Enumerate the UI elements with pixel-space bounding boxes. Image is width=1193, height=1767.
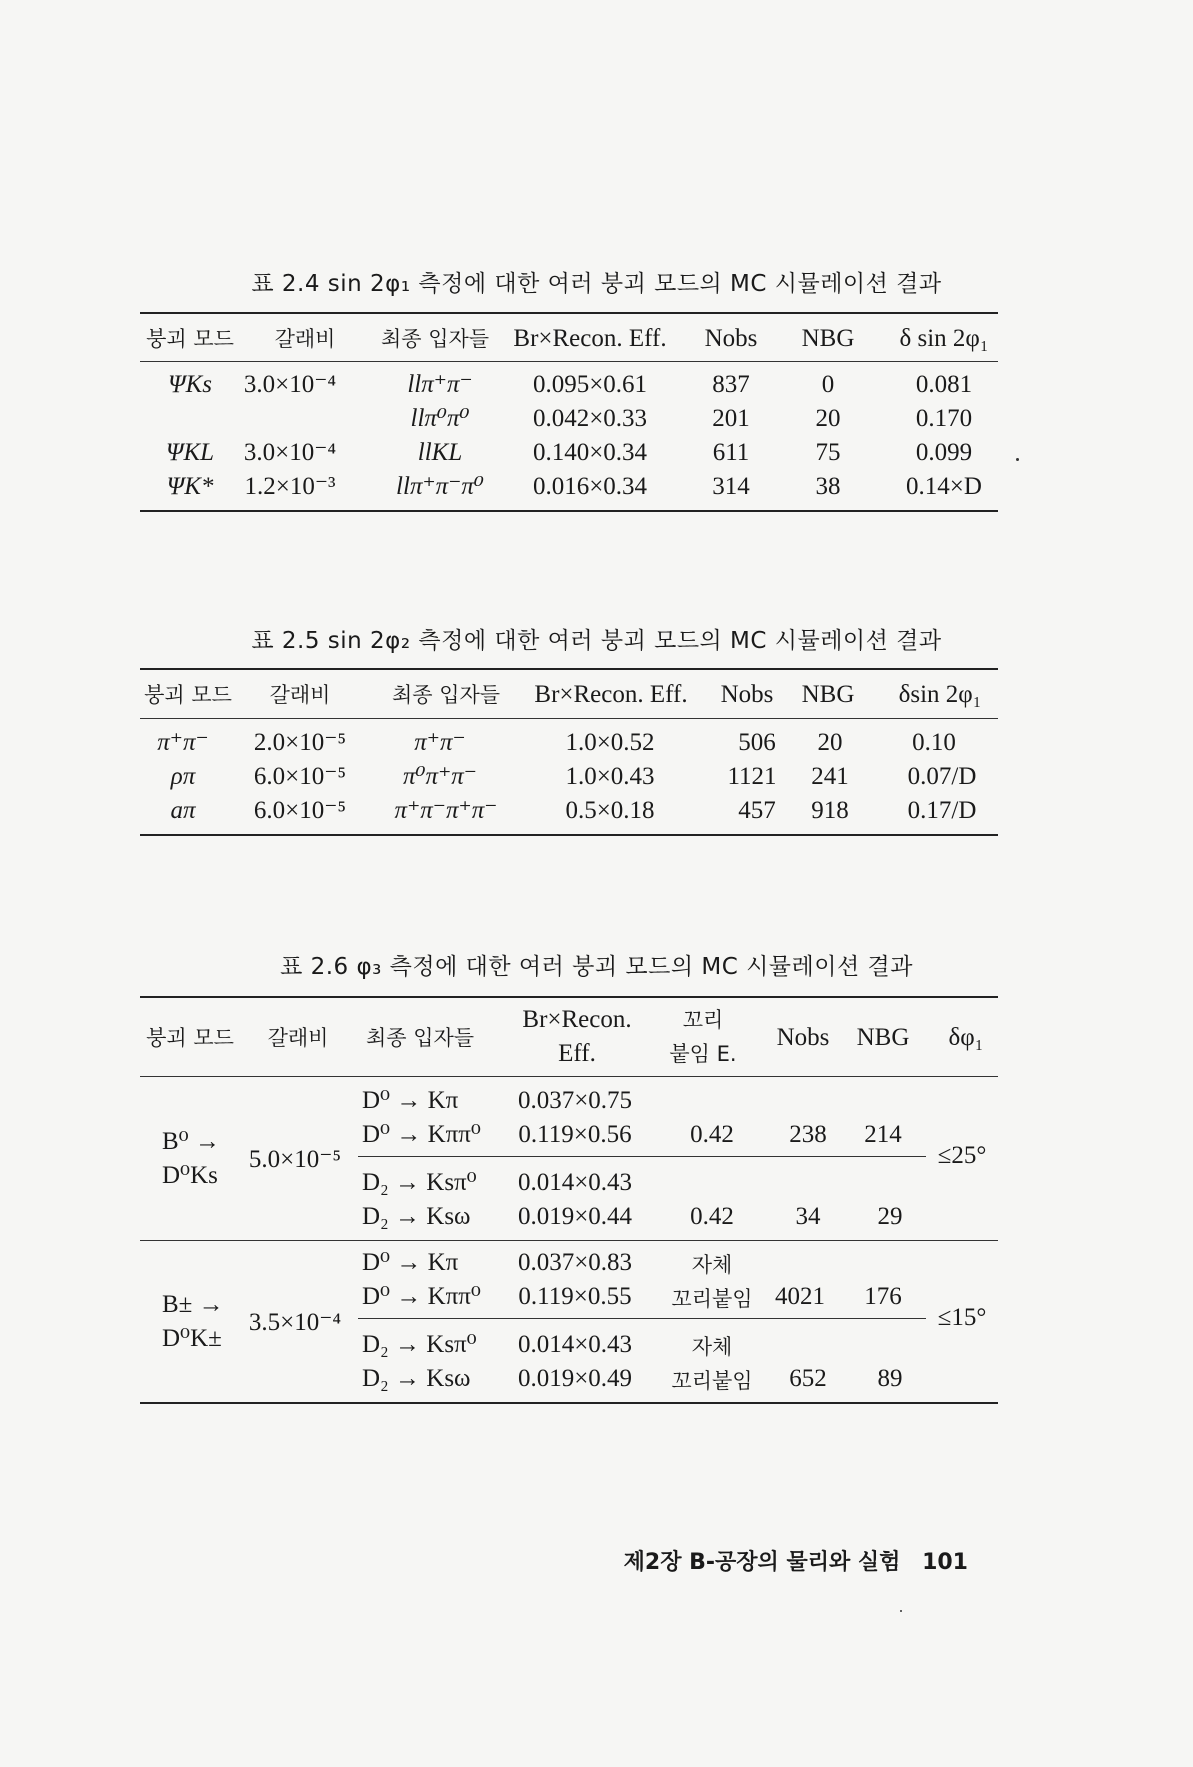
- t25-r1-mode: π⁺π⁻: [157, 729, 209, 756]
- header-br-eff: Br×Recon. Eff.: [513, 325, 667, 352]
- t24-r4-nobs: 314: [712, 473, 750, 500]
- t26-g2-r4-nobs: 652: [789, 1365, 827, 1392]
- t26-header-nobs: Nobs: [776, 1024, 830, 1051]
- t26-g1-mode-line1: B⁰ →: [162, 1128, 220, 1155]
- t26-g2-r2-eff: 0.119×0.55: [518, 1283, 632, 1310]
- t26-header-decay-mode: 붕괴 모드: [146, 1026, 234, 1050]
- t24-r4-mode: ΨK*: [166, 473, 214, 500]
- table-2-4-header-rule: [140, 361, 998, 362]
- t25-header-delta-sin: δsin 2φ₁: [898, 681, 982, 708]
- t24-r1-mode: ΨKs: [168, 371, 212, 398]
- t24-r3-mode: ΨKL: [165, 439, 215, 466]
- table-2-5-top-rule: [140, 668, 998, 670]
- t26-header-eff: Eff.: [558, 1040, 596, 1067]
- t26-g2-divider: [358, 1318, 926, 1319]
- header-branching-ratio: 갈래비: [274, 327, 336, 351]
- t24-r1-nobs: 837: [712, 371, 750, 398]
- t25-r3-eff: 0.5×0.18: [565, 797, 655, 824]
- t25-r2-mode: ρπ: [170, 763, 196, 790]
- t26-g1-r4-eff: 0.019×0.44: [517, 1203, 633, 1230]
- t25-r3-mode: aπ: [170, 797, 196, 824]
- t25-r2-br: 6.0×10⁻⁵: [253, 763, 347, 790]
- t24-r3-nbg: 75: [815, 439, 841, 466]
- t25-r2-nbg: 241: [811, 763, 849, 790]
- table-2-6-header-rule: [140, 1076, 998, 1077]
- header-nbg: NBG: [801, 325, 855, 352]
- header-final-particles: 최종 입자들: [380, 327, 490, 351]
- t26-g2-r4-final: D₂ → Ksω: [362, 1365, 471, 1392]
- t24-r4-dsin: 0.14×D: [906, 473, 982, 500]
- t26-g2-br: 3.5×10⁻⁴: [248, 1309, 342, 1336]
- t25-r3-br: 6.0×10⁻⁵: [253, 797, 347, 824]
- table-2-5-header-rule: [140, 718, 998, 719]
- t26-header-br-recon: Br×Recon.: [522, 1006, 632, 1033]
- t26-g1-r4-nbg: 29: [877, 1203, 903, 1230]
- t26-g1-r2-tail: 0.42: [690, 1121, 734, 1148]
- t24-r3-final: llKL: [417, 439, 463, 466]
- t25-r2-eff: 1.0×0.43: [565, 763, 655, 790]
- t24-r3-br: 3.0×10⁻⁴: [243, 439, 337, 466]
- t26-g2-r2-nobs: 4021: [775, 1283, 825, 1310]
- t24-r2-dsin: 0.170: [915, 405, 973, 432]
- t26-g2-r4-nbg: 89: [877, 1365, 903, 1392]
- t26-g1-r3-eff: 0.014×0.43: [517, 1169, 633, 1196]
- t26-g1-dphi: ≤25°: [937, 1142, 987, 1169]
- t26-header-tail-e: 붙임 E.: [669, 1042, 737, 1066]
- t26-g1-r4-nobs: 34: [795, 1203, 821, 1230]
- t26-g1-r4-tail: 0.42: [690, 1203, 734, 1230]
- t26-g2-r3-final: D₂ → Ksπ⁰: [362, 1331, 477, 1358]
- t24-r2-eff: 0.042×0.33: [532, 405, 648, 432]
- header-delta-sin: δ sin 2φ₁: [899, 325, 989, 352]
- t25-r2-dsin: 0.07/D: [907, 763, 977, 790]
- t24-r2-final: llπ⁰π⁰: [410, 405, 470, 432]
- t25-r3-final: π⁺π⁻π⁺π⁻: [394, 797, 498, 824]
- stray-mark-2: [900, 1610, 902, 1612]
- t26-g2-r1-tail: 자체: [691, 1253, 733, 1277]
- t25-header-decay-mode: 붕괴 모드: [144, 683, 232, 707]
- t26-g2-r1-eff: 0.037×0.83: [517, 1249, 633, 1276]
- t25-r3-nobs: 457: [738, 797, 776, 824]
- t26-group-separator: [140, 1240, 998, 1241]
- t26-g1-br: 5.0×10⁻⁵: [248, 1146, 342, 1173]
- t25-header-nbg: NBG: [801, 681, 855, 708]
- t25-r1-eff: 1.0×0.52: [565, 729, 655, 756]
- table-2-6-bottom-rule: [140, 1402, 998, 1404]
- t26-header-delta-phi: δφ₁: [948, 1024, 984, 1051]
- t24-r1-nbg: 0: [821, 371, 835, 398]
- t24-r3-dsin: 0.099: [915, 439, 973, 466]
- t25-header-br-eff: Br×Recon. Eff.: [534, 681, 688, 708]
- t26-g2-r3-eff: 0.014×0.43: [517, 1331, 633, 1358]
- table-2-5-bottom-rule: [140, 834, 998, 836]
- t24-r1-eff: 0.095×0.61: [532, 371, 648, 398]
- t25-r1-nobs: 506: [738, 729, 776, 756]
- t24-r3-eff: 0.140×0.34: [532, 439, 648, 466]
- table-2-4-bottom-rule: [140, 510, 998, 512]
- t25-r1-final: π⁺π⁻: [414, 729, 466, 756]
- t26-g1-r2-nbg: 214: [864, 1121, 902, 1148]
- t26-header-nbg: NBG: [856, 1024, 910, 1051]
- t26-g2-r4-eff: 0.019×0.49: [517, 1365, 633, 1392]
- t25-header-branching-ratio: 갈래비: [269, 683, 331, 707]
- t25-header-final-particles: 최종 입자들: [391, 683, 501, 707]
- t26-header-final-particles: 최종 입자들: [365, 1026, 475, 1050]
- page-footer: [624, 1545, 968, 1576]
- stray-mark: [1016, 458, 1019, 461]
- t26-g1-r2-final: D⁰ → Kππ⁰: [362, 1121, 481, 1148]
- t25-r2-nobs: 1121: [727, 763, 777, 790]
- t26-g2-dphi: ≤15°: [937, 1304, 987, 1331]
- t26-g2-mode-line1: B± →: [162, 1291, 224, 1318]
- t26-g1-r4-final: D₂ → Ksω: [362, 1203, 471, 1230]
- t26-g1-divider: [358, 1156, 926, 1157]
- table-2-6-top-rule: [140, 996, 998, 998]
- t24-r3-nobs: 611: [712, 439, 750, 466]
- table-2-6-caption: 표 2.6 φ₃ 측정에 대한 여러 붕괴 모드의 MC 시뮬레이션 결과: [280, 954, 913, 980]
- t24-r4-br: 1.2×10⁻³: [244, 473, 336, 500]
- t26-g1-r1-final: D⁰ → Kπ: [362, 1087, 459, 1114]
- table-2-4-caption: 표 2.4 sin 2φ₁ 측정에 대한 여러 붕괴 모드의 MC 시뮬레이션 결과: [251, 271, 942, 297]
- table-2-4-top-rule: [140, 312, 998, 314]
- t26-g2-r2-final: D⁰ → Kππ⁰: [362, 1283, 481, 1310]
- t24-r4-nbg: 38: [815, 473, 841, 500]
- t26-g2-r1-final: D⁰ → Kπ: [362, 1249, 459, 1276]
- t26-g1-r2-nobs: 238: [789, 1121, 827, 1148]
- header-decay-mode: 붕괴 모드: [146, 327, 234, 351]
- t24-r2-nobs: 201: [712, 405, 750, 432]
- t26-g2-r4-tail: 꼬리붙임: [671, 1369, 753, 1393]
- t24-r1-br: 3.0×10⁻⁴: [243, 371, 337, 398]
- t25-r1-dsin: 0.10: [912, 729, 956, 756]
- t24-r1-final: llπ⁺π⁻: [407, 371, 473, 398]
- t24-r4-eff: 0.016×0.34: [532, 473, 648, 500]
- t24-r2-nbg: 20: [815, 405, 841, 432]
- t26-g2-mode-line2: D⁰K±: [162, 1325, 222, 1352]
- t25-r1-nbg: 20: [817, 729, 843, 756]
- t25-r2-final: π⁰π⁺π⁻: [403, 763, 477, 790]
- t26-g1-r2-eff: 0.119×0.56: [518, 1121, 632, 1148]
- t25-r1-br: 2.0×10⁻⁵: [253, 729, 347, 756]
- t26-header-tail: 꼬리: [682, 1008, 724, 1032]
- t24-r1-dsin: 0.081: [915, 371, 973, 398]
- t26-g1-r1-eff: 0.037×0.75: [517, 1087, 633, 1114]
- t26-header-branching-ratio: 갈래비: [267, 1026, 329, 1050]
- header-nobs: Nobs: [704, 325, 758, 352]
- t24-r4-final: llπ⁺π⁻π⁰: [396, 473, 484, 500]
- table-2-5-caption: 표 2.5 sin 2φ₂ 측정에 대한 여러 붕괴 모드의 MC 시뮬레이션 결과: [251, 628, 942, 654]
- t26-g2-r2-nbg: 176: [864, 1283, 902, 1310]
- t26-g2-r2-tail: 꼬리붙임: [671, 1287, 753, 1311]
- chapter-title: 제2장 B-공장의 물리와 실험: [623, 1550, 901, 1575]
- t25-header-nobs: Nobs: [720, 681, 774, 708]
- t25-r3-nbg: 918: [811, 797, 849, 824]
- t25-r3-dsin: 0.17/D: [907, 797, 977, 824]
- page-number: 101: [922, 1550, 968, 1575]
- t26-g1-mode-line2: D⁰Ks: [162, 1162, 218, 1189]
- t26-g2-r3-tail: 자체: [691, 1335, 733, 1359]
- t26-g1-r3-final: D₂ → Ksπ⁰: [362, 1169, 477, 1196]
